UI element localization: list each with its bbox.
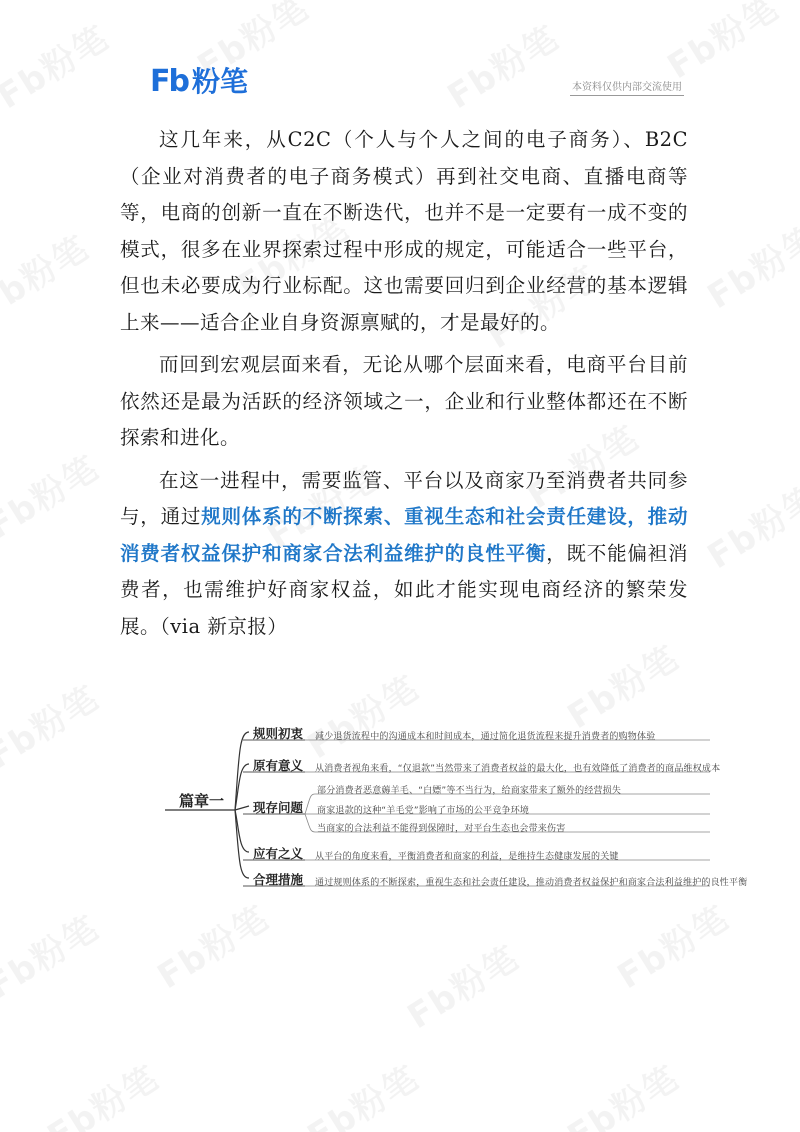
paragraph-3-pre: 在这一进程中，需要监管、平台以及商家乃至消费者共同参与，通过	[120, 468, 688, 528]
watermark	[396, 931, 527, 1038]
watermark	[0, 11, 117, 118]
leaf-text: 商家退款的这种“羊毛党”影响了市场的公平竞争环境	[317, 806, 530, 816]
paragraph-3-highlight: 规则体系的不断探索、重视生态和社会责任建设，推动消费者权益保护和商家合法利益维护的良性平衡	[120, 505, 688, 565]
watermark	[0, 901, 107, 1008]
watermark	[296, 1051, 427, 1132]
leaf-text: 部分消费者恶意薅羊毛、“白嫖”等不当行为，给商家带来了额外的经营损失	[317, 786, 622, 796]
leaf-text: 从平台的角度来看，平衡消费者和商家的利益，是维持生态健康发展的关键	[315, 852, 619, 862]
watermark	[696, 211, 800, 318]
branch-label: 应有之义	[253, 846, 304, 861]
leaf-text: 当商家的合法利益不能得到保障时，对平台生态也会带来伤害	[317, 824, 566, 834]
page-header	[150, 64, 684, 104]
leaf-text: 通过规则体系的不断探索，重视生态和社会责任建设，推动消费者权益保护和商家合法利益维护的良性平衡	[315, 878, 748, 888]
branch-label: 现存问题	[253, 800, 304, 815]
internal-use-notice: 本资料仅供内部交流使用	[570, 78, 684, 96]
paragraph-1: 这几年来，从C2C（个人与个人之间的电子商务）、B2C（企业对消费者的电子商务模式）再到社交电商、直播电商等等，电商的创新一直在不断迭代，也并不是一定要有一成不变的模式，很多在业界探索过程中形成的规定，可能适合一些平台，但也未必要成为行业标配。这也需要回归到企业经营的基本逻辑上来——适合企业自身资源禀赋的，才是最好的。	[120, 128, 688, 334]
fenbi-logo	[150, 64, 248, 100]
watermark	[696, 471, 800, 578]
branch-label: 规则初衷	[253, 726, 304, 741]
watermark	[0, 221, 97, 328]
branch-label: 合理措施	[253, 872, 304, 887]
watermark	[0, 441, 107, 548]
watermark	[606, 891, 737, 998]
logo-mark-icon: Fb	[150, 64, 188, 99]
logo-text: 粉笔	[191, 65, 248, 98]
watermark	[556, 1051, 687, 1132]
paragraph-2: 而回到宏观层面来看，无论从哪个层面来看，电商平台目前依然还是最为活跃的经济领域之一，企业和行业整体都还在不断探索和进化。	[120, 353, 688, 449]
watermark	[36, 1051, 167, 1132]
watermark	[146, 891, 277, 998]
leaf-text: 减少退货流程中的沟通成本和时间成本，通过简化退货流程来提升消费者的购物体验	[315, 732, 656, 742]
mind-map-root: 篇章一	[179, 792, 225, 810]
paragraph-3-post: ，既不能偏袒消费者，也需维护好商家权益，如此才能实现电商经济的繁荣发展。（via 新京报）	[120, 541, 688, 638]
paragraph-3	[120, 463, 688, 646]
mind-map	[165, 718, 748, 888]
leaf-text: 从消费者视角来看，“仅退款”当然带来了消费者权益的最大化，也有效降低了消费者的商品维权成本	[315, 764, 721, 774]
article-body	[120, 122, 688, 651]
watermark	[0, 671, 107, 778]
branch-label: 原有意义	[253, 758, 304, 773]
